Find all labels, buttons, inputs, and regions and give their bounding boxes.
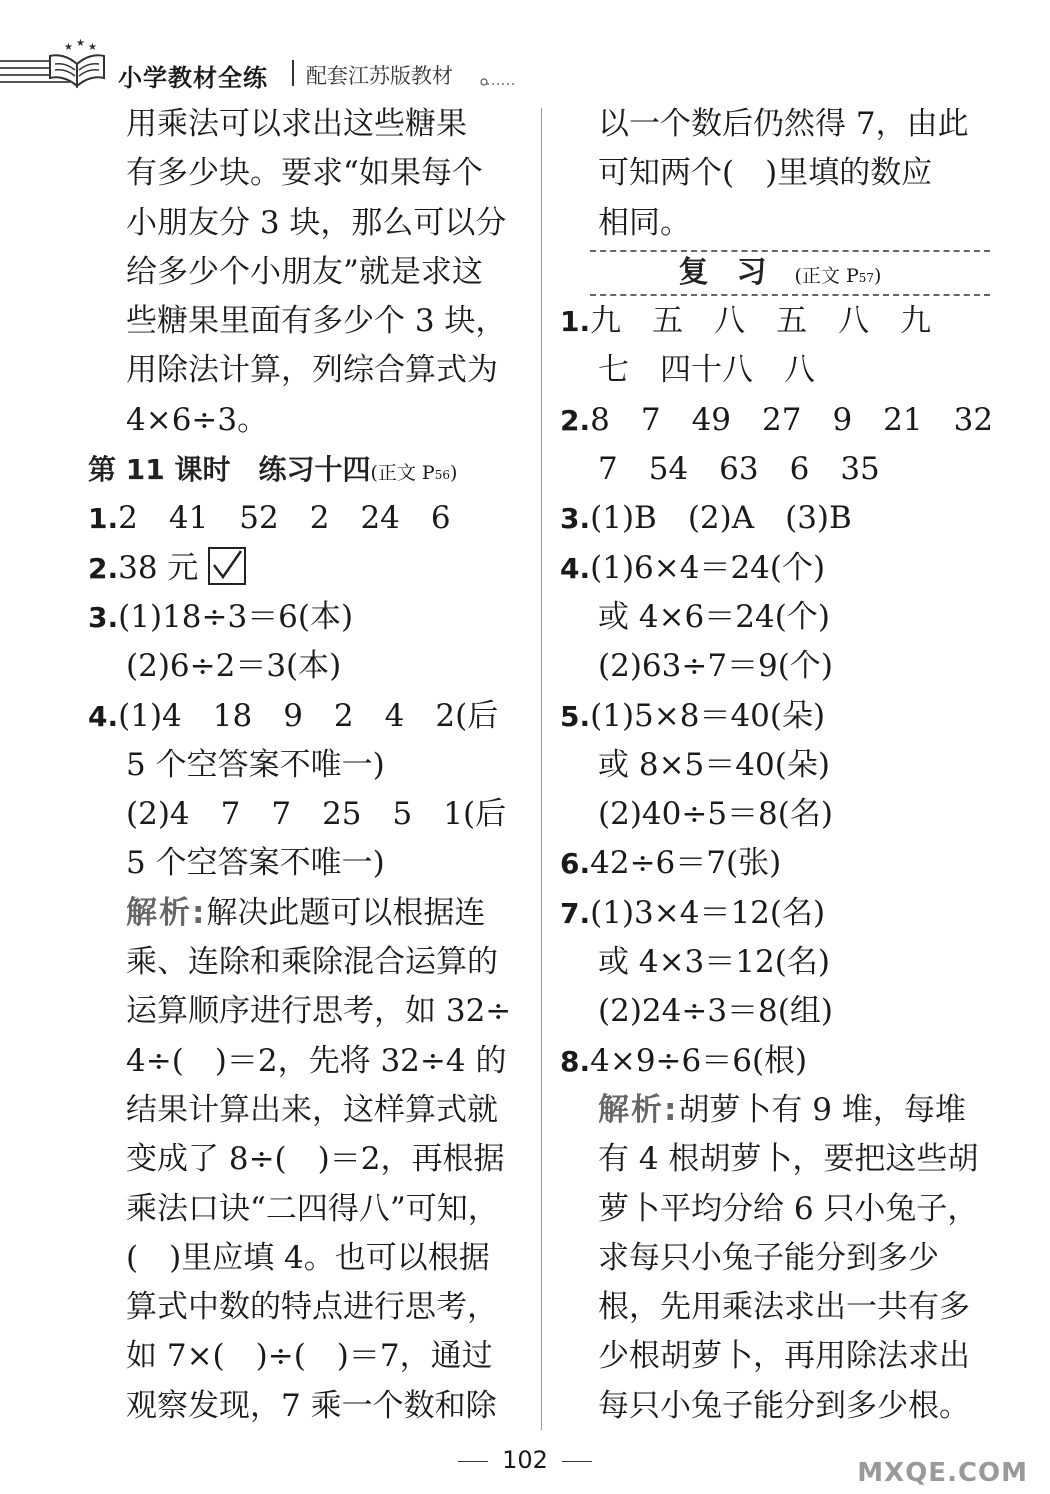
svg-text:★: ★ bbox=[76, 38, 85, 49]
question-3 bbox=[560, 494, 1000, 543]
question-number: 2. bbox=[88, 551, 119, 585]
question-number: 4. bbox=[560, 551, 591, 585]
answer-text: 2 41 52 2 24 6 bbox=[118, 500, 451, 537]
answer-line: 5 个空答案不唯一) bbox=[126, 845, 385, 882]
book-stars-icon bbox=[46, 38, 108, 92]
answer-line: (2)6÷2＝3(本) bbox=[126, 648, 342, 685]
right-column bbox=[560, 100, 1000, 1431]
answer-line: 7 54 63 6 35 bbox=[598, 451, 880, 488]
question-number: 6. bbox=[560, 847, 591, 881]
question-number: 4. bbox=[88, 699, 119, 733]
analysis-line: 结果计算出来，这样算式就 bbox=[126, 1091, 498, 1128]
text-line: 给多少个小朋友”就是求这 bbox=[126, 253, 483, 290]
analysis-line: 每只小兔子能分到多少根。 bbox=[598, 1387, 970, 1424]
analysis-line: 4÷( )＝2，先将 32÷4 的 bbox=[126, 1042, 507, 1079]
analysis-heading bbox=[88, 889, 528, 938]
question-3 bbox=[88, 593, 528, 642]
answer-line: 或 8×5＝40(朵) bbox=[598, 746, 830, 783]
analysis-line: 如 7×( )÷( )＝7，通过 bbox=[126, 1338, 493, 1375]
book-title: 小学教材全练 bbox=[118, 64, 268, 92]
text-line: 相同。 bbox=[598, 204, 691, 241]
question-number: 1. bbox=[88, 502, 119, 536]
answer-text: (1)B (2)A (3)B bbox=[590, 500, 852, 537]
question-6 bbox=[560, 839, 1000, 888]
watermark-text: MXQE.COM bbox=[857, 1458, 1028, 1488]
answer-text: (1)3×4＝12(名) bbox=[590, 894, 826, 931]
answer-line: (2)40÷5＝8(名) bbox=[598, 796, 833, 833]
text-line: 用除法计算，列综合算式为 bbox=[126, 352, 498, 389]
section-heading bbox=[88, 445, 528, 494]
answer-line: (2)4 7 7 25 5 1(后 bbox=[126, 796, 507, 833]
analysis-line: 萝卜平均分给 6 只小兔子， bbox=[598, 1190, 979, 1227]
question-4 bbox=[560, 544, 1000, 593]
question-number: 3. bbox=[560, 502, 591, 536]
analysis-line: 乘法口诀“二四得八”可知， bbox=[126, 1190, 499, 1227]
answer-text: 九 五 八 五 八 九 bbox=[590, 303, 932, 340]
svg-text:★: ★ bbox=[88, 42, 97, 53]
question-1 bbox=[560, 297, 1000, 346]
question-number: 5. bbox=[560, 699, 591, 733]
analysis-line: 观察发现，7 乘一个数和除 bbox=[126, 1387, 497, 1424]
page-header bbox=[0, 0, 1050, 100]
analysis-heading bbox=[560, 1086, 1000, 1135]
answer-line: 或 4×3＝12(名) bbox=[598, 944, 830, 981]
question-number: 3. bbox=[88, 600, 119, 634]
analysis-line: 求每只小兔子能分到多少 bbox=[598, 1239, 939, 1276]
question-number: 8. bbox=[560, 1044, 591, 1078]
analysis-line: ( )里应填 4。也可以根据 bbox=[126, 1239, 490, 1276]
svg-text:★: ★ bbox=[64, 42, 73, 53]
section-ref: (正文 P56) bbox=[370, 462, 458, 485]
text-line: 用乘法可以求出这些糖果 bbox=[126, 106, 467, 142]
analysis-line: 少根胡萝卜，再用除法求出 bbox=[598, 1338, 970, 1375]
question-number: 7. bbox=[560, 896, 591, 930]
analysis-line: 运算顺序进行思考，如 32÷ bbox=[126, 993, 512, 1030]
answer-text: (1)6×4＝24(个) bbox=[590, 549, 826, 586]
text-line: 可知两个( )里填的数应 bbox=[598, 155, 933, 192]
question-1 bbox=[88, 494, 528, 543]
question-5 bbox=[560, 692, 1000, 741]
question-8 bbox=[560, 1037, 1000, 1086]
analysis-label: 解析: bbox=[598, 1091, 679, 1128]
answer-text: (1)18÷3＝6(本) bbox=[118, 598, 354, 635]
answer-text: (1)5×8＝40(朵) bbox=[590, 697, 826, 734]
answer-line: 或 4×6＝24(个) bbox=[598, 598, 830, 635]
column-divider bbox=[541, 108, 542, 1430]
answer-text: 8 7 49 27 9 21 32 bbox=[590, 401, 994, 438]
review-title: 复习 bbox=[678, 254, 795, 290]
analysis-line: 有 4 根胡萝卜，要把这些胡 bbox=[598, 1141, 979, 1178]
analysis-text: 解决此题可以根据连 bbox=[206, 894, 486, 931]
analysis-line: 算式中数的特点进行思考， bbox=[126, 1289, 498, 1326]
answer-line: (2)24÷3＝8(组) bbox=[598, 993, 833, 1030]
section-title: 第 11 课时 练习十四 bbox=[88, 453, 371, 487]
book-subtitle: 配套江苏版教材 bbox=[306, 64, 453, 88]
page-number-text: 102 bbox=[502, 1446, 548, 1474]
analysis-text: 胡萝卜有 9 堆，每堆 bbox=[678, 1091, 966, 1128]
checkmark-box-icon bbox=[208, 547, 246, 585]
question-2 bbox=[88, 544, 528, 593]
answer-text: 42÷6＝7(张) bbox=[590, 845, 782, 882]
analysis-line: 根，先用乘法求出一共有多 bbox=[598, 1289, 970, 1326]
text-line: 以一个数后仍然得 7，由此 bbox=[598, 106, 969, 142]
header-dots bbox=[480, 78, 520, 92]
answer-line: 七 四十八 八 bbox=[598, 352, 815, 389]
answer-text: (1)4 18 9 2 4 2(后 bbox=[118, 697, 499, 734]
review-heading bbox=[560, 248, 1000, 297]
question-7 bbox=[560, 889, 1000, 938]
text-line: 4×6÷3。 bbox=[126, 401, 269, 438]
review-ref: (正文 P57) bbox=[794, 264, 882, 287]
question-2 bbox=[560, 396, 1000, 445]
answer-text: 38 元 bbox=[118, 549, 199, 586]
analysis-label: 解析: bbox=[126, 894, 207, 931]
question-number: 2. bbox=[560, 403, 591, 437]
text-line: 些糖果里面有多少个 3 块， bbox=[126, 303, 507, 340]
question-4 bbox=[88, 692, 528, 741]
answer-line: (2)63÷7＝9(个) bbox=[598, 648, 833, 685]
text-line: 小朋友分 3 块，那么可以分 bbox=[126, 204, 507, 241]
answer-text: 4×9÷6＝6(根) bbox=[590, 1042, 808, 1079]
left-column bbox=[88, 100, 528, 1431]
question-number: 1. bbox=[560, 305, 591, 339]
answer-line: 5 个空答案不唯一) bbox=[126, 746, 385, 783]
header-separator bbox=[292, 60, 294, 86]
analysis-line: 变成了 8÷( )＝2，再根据 bbox=[126, 1141, 505, 1178]
text-line: 有多少块。要求“如果每个 bbox=[126, 155, 483, 192]
analysis-line: 乘、连除和乘除混合运算的 bbox=[126, 944, 498, 981]
